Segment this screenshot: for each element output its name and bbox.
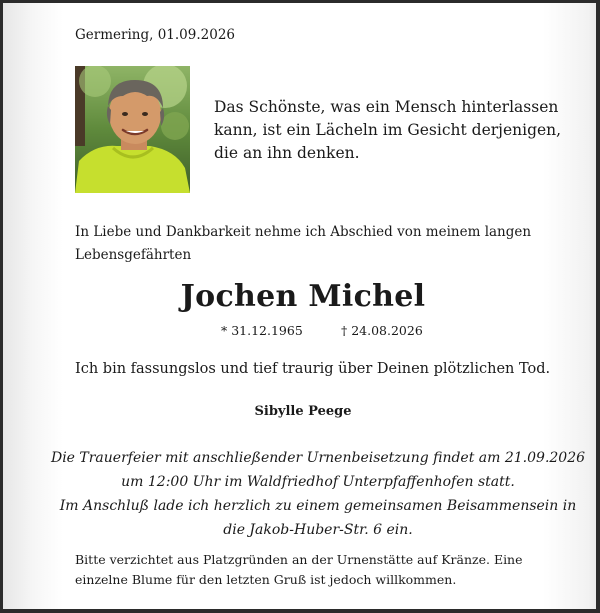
place-date: Germering, 01.09.2026 [75,27,236,43]
birth-date: * 31.12.1965 [221,323,303,338]
signer-name: Sibylle Peege [254,404,352,419]
deceased-name: Jochen Michel [180,279,426,314]
flower-note: Bitte verzichtet aus Platzgründen an der Urnenstätte auf Kränze. Eine einzelne Blume für den letzten Gruß ist jedoch willkommen. [75,552,523,587]
ceremony-line: Im Anschluß lade ich herzlich zu einem gemeinsamen Beisammensein in [59,498,577,514]
death-date: † 24.08.2026 [340,323,423,338]
ceremony-line: die Jakob-Huber-Str. 6 ein. [223,522,413,538]
portrait-photo [75,66,190,193]
ceremony-details [43,446,593,542]
grief-statement: Ich bin fassungslos und tief traurig über Deinen plötzlichen Tod. [75,361,551,377]
life-dates [221,323,481,338]
portrait-illustration [75,66,190,193]
ceremony-line: Die Trauerfeier mit anschließender Urnenbeisetzung findet am 21.09.2026 [50,450,586,466]
memorial-quote: Das Schönste, was ein Mensch hinterlassen kann, ist ein Lächeln im Gesicht derjenigen, die an ihn denken. [214,98,562,162]
ceremony-line: um 12:00 Uhr im Waldfriedhof Unterpfaffenhofen statt. [121,474,515,490]
farewell-intro: In Liebe und Dankbarkeit nehme ich Abschied von meinem langen Lebensgefährten [75,224,532,263]
